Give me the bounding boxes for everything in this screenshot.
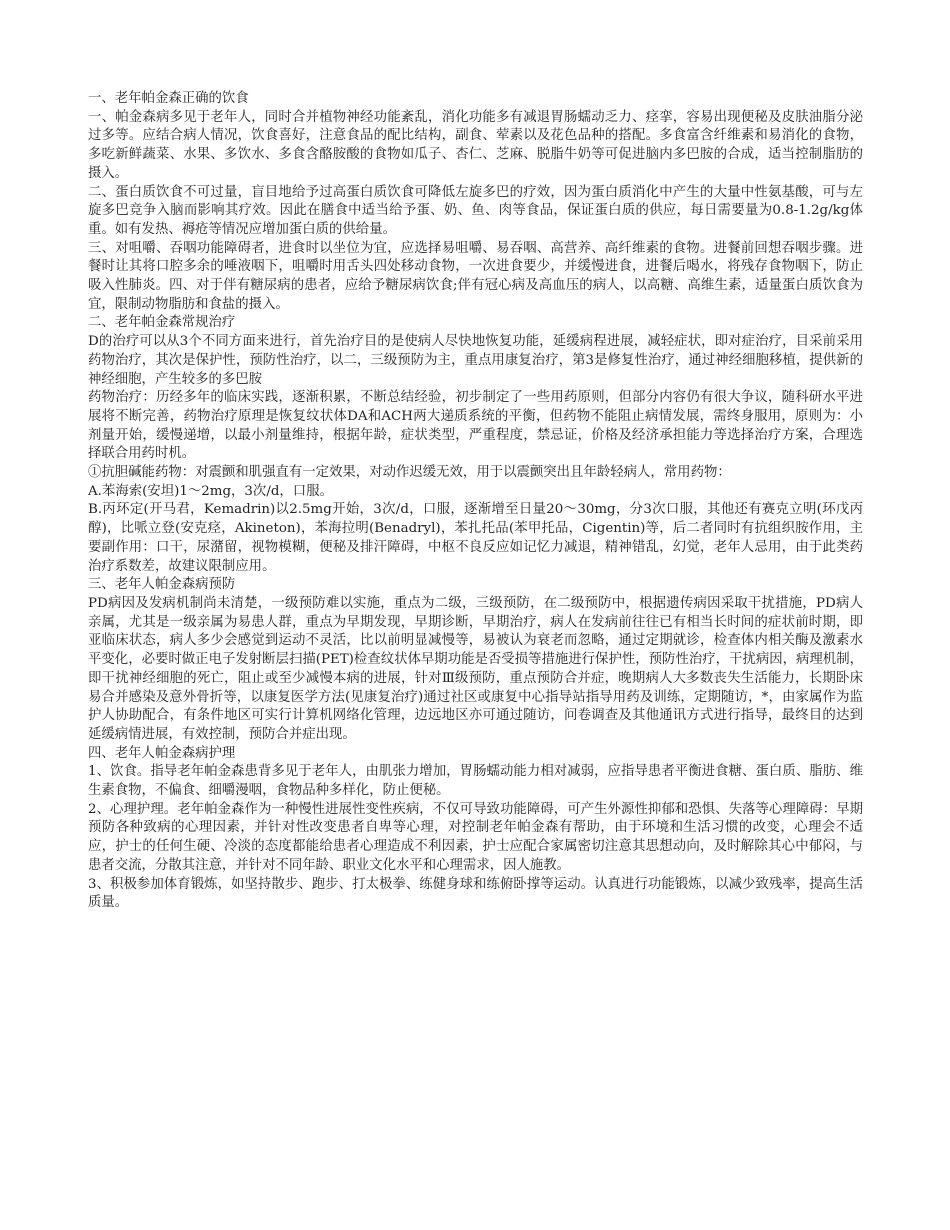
section-heading-prevention: 三、老年人帕金森病预防 [88,577,236,593]
paragraph-drug-a: A.苯海索(安坦)1～2mg，3次/d，口服。 [88,483,333,499]
section-heading-diet: 一、老年帕金森正确的饮食 [88,91,249,106]
paragraph-diet-2: 二、蛋白质饮食不可过量，盲目地给予过高蛋白质饮食可降低左旋多巴的疗效，因为蛋白质消化中产生的大量中性氨基酸，可与左旋多巴竞争入脑而影响其疗效。因此在膳食中适当给予蛋、奶、鱼、肉等食品，保证蛋白质的供应，每日需要量为0.8-1.2g/kg体重。如有发热、褥疮等情况应增加蛋白质的供给量。 [88,184,863,237]
paragraph-prevention: PD病因及发病机制尚未清楚，一级预防难以实施，重点为二级，三级预防，在二级预防中，根据遗传病因采取干扰措施，PD病人亲属，尤其是一级亲属为易患人群，重点为早期发现，早期诊断，早期治疗，病人在发病前往往已有相当长时间的症状前时期，即亚临床状态，病人多少会感觉到运动不灵活，比以前明显减慢等，易被认为衰老而忽略，通过定期就诊，检查体内相关酶及激素水平变化，必要时做正电子发射断层扫描(PET)检查纹状体早期功能是否受损等措施进行保护性，预防性治疗，干扰病因，病理机制，即干扰神经细胞的死亡，阻止或至少减慢本病的进展，针对Ⅲ级预防，重点预防合并症，晚期病人大多数丧失生活能力，长期卧床易合并感染及意外骨折等，以康复医学方法(见康复治疗)通过社区或康复中心指导站指导用药及训练，定期随访，*，由家属作为监护人协助配合，有条件地区可实行计算机网络化管理，边远地区亦可通过随访，问卷调查及其他通讯方式进行指导，最终目的达到延缓病情进展，有效控制，预防合并症出现。 [88,595,863,742]
paragraph-diet-1: 一、帕金森病多见于老年人，同时合并植物神经功能紊乱，消化功能多有减退胃肠蠕动乏力、痉挛，容易出现便秘及皮肤油脂分泌过多等。应结合病人情况，饮食喜好，注意食品的配比结构，副食、荤素以及花色品种的搭配。多食富含纤维素和易消化的食物，多吃新鲜蔬菜、水果、多饮水、多食含酪胺酸的食物如瓜子、杏仁、芝麻、脱脂牛奶等可促进脑内多巴胺的合成，适当控制脂肪的摄入。 [88,109,863,181]
paragraph-treatment-overview: D的治疗可以从3个不同方面来进行，首先治疗目的是使病人尽快地恢复功能，延缓病程进展，减轻症状，即对症治疗，目采前采用药物治疗，其次是保护性，预防性治疗，以二，三级预防为主，重点用康复治疗，第3是修复性治疗，通过神经细胞移植，提供新的神经细胞，产生较多的多巴胺 [88,334,863,387]
paragraph-nursing-diet: 1、饮食。指导老年帕金森患背多见于老年人，由肌张力增加，胃肠蠕动能力相对减弱，应指导患者平衡进食糖、蛋白质、脂肪、维生素食物，不偏食、细嚼漫咽，食物品种多样化，防止便秘。 [88,764,863,799]
paragraph-nursing-psychological: 2、心理护理。老年帕金森作为一种慢性进展性变性疾病，不仅可导致功能障碍，可产生外源性抑郁和恐惧、失落等心理障碍：早期预防各种致病的心理因素，并针对性改变患者自卑等心理，对控制老年帕金森有帮助，由于环境和生活习惯的改变，心理会不适应，护士的任何生硬、冷淡的态度都能给患者心理造成不利因素，护士应配合家属密切注意其思想动向，及时解除其心中郁闷，与患者交流，分散其注意，并针对不同年龄、职业文化水平和心理需求，因人施教。 [88,801,863,873]
paragraph-diet-3: 三、对咀嚼、吞咽功能障碍者，进食时以坐位为宜，应选择易咀嚼、易吞咽、高营养、高纤维素的食物。进餐前回想吞咽步骤。进餐时让其将口腔多余的唾液咽下，咀嚼时用舌头四处移动食物，一次进食要少，并缓慢进食，进餐后喝水，将残存食物咽下，防止吸入性肺炎。四、对于伴有糖尿病的患者，应给予糖尿病饮食;伴有冠心病及高血压的病人，以高糖、高维生素，适量蛋白质饮食为宜，限制动物脂肪和食盐的摄入。 [88,240,863,312]
section-heading-treatment: 二、老年帕金森常规治疗 [88,315,236,331]
paragraph-anticholinergic: ①抗胆碱能药物：对震颤和肌强直有一定效果，对动作迟缓无效，用于以震颤突出且年龄轻病人，常用药物： [88,465,731,481]
paragraph-drug-b: B.丙环定(开马君，Kemadrin)以2.5mg开始，3次/d，口服，逐渐增至日量20～30mg，分3次口服，其他还有赛克立明(环戊丙醇)，比哌立登(安克痉，Akineton)，苯海拉明(Benadryl)，苯扎托品(苯甲托品，Cigentin)等，后二者同时有抗组织胺作用，主要副作用：口干，尿潴留，视物模糊，便秘及排汗障碍，中枢不良反应如记忆力减退，精神错乱，幻觉，老年人忌用，由于此类药治疗系数差，故建议限制应用。 [88,502,863,574]
section-heading-nursing: 四、老年人帕金森病护理 [88,745,236,761]
document-body [88,90,863,913]
paragraph-nursing-exercise: 3、积极参加体育锻炼，如坚持散步、跑步、打太极拳、练健身球和练俯卧撑等运动。认真进行功能锻炼，以减少致残率，提高生活质量。 [88,876,863,911]
paragraph-drug-therapy: 药物治疗：历经多年的临床实践，逐渐积累，不断总结经验，初步制定了一些用药原则，但部分内容仍有很大争议，随科研水平进展将不断完善，药物治疗原理是恢复纹状体DA和ACH两大递质系统的平衡，但药物不能阻止病情发展，需终身服用，原则为：小剂量开始，缓慢递增，以最小剂量维持，根据年龄，症状类型，严重程度，禁忌证，价格及经济承担能力等选择治疗方案，合理选择联合用药时机。 [88,390,863,462]
